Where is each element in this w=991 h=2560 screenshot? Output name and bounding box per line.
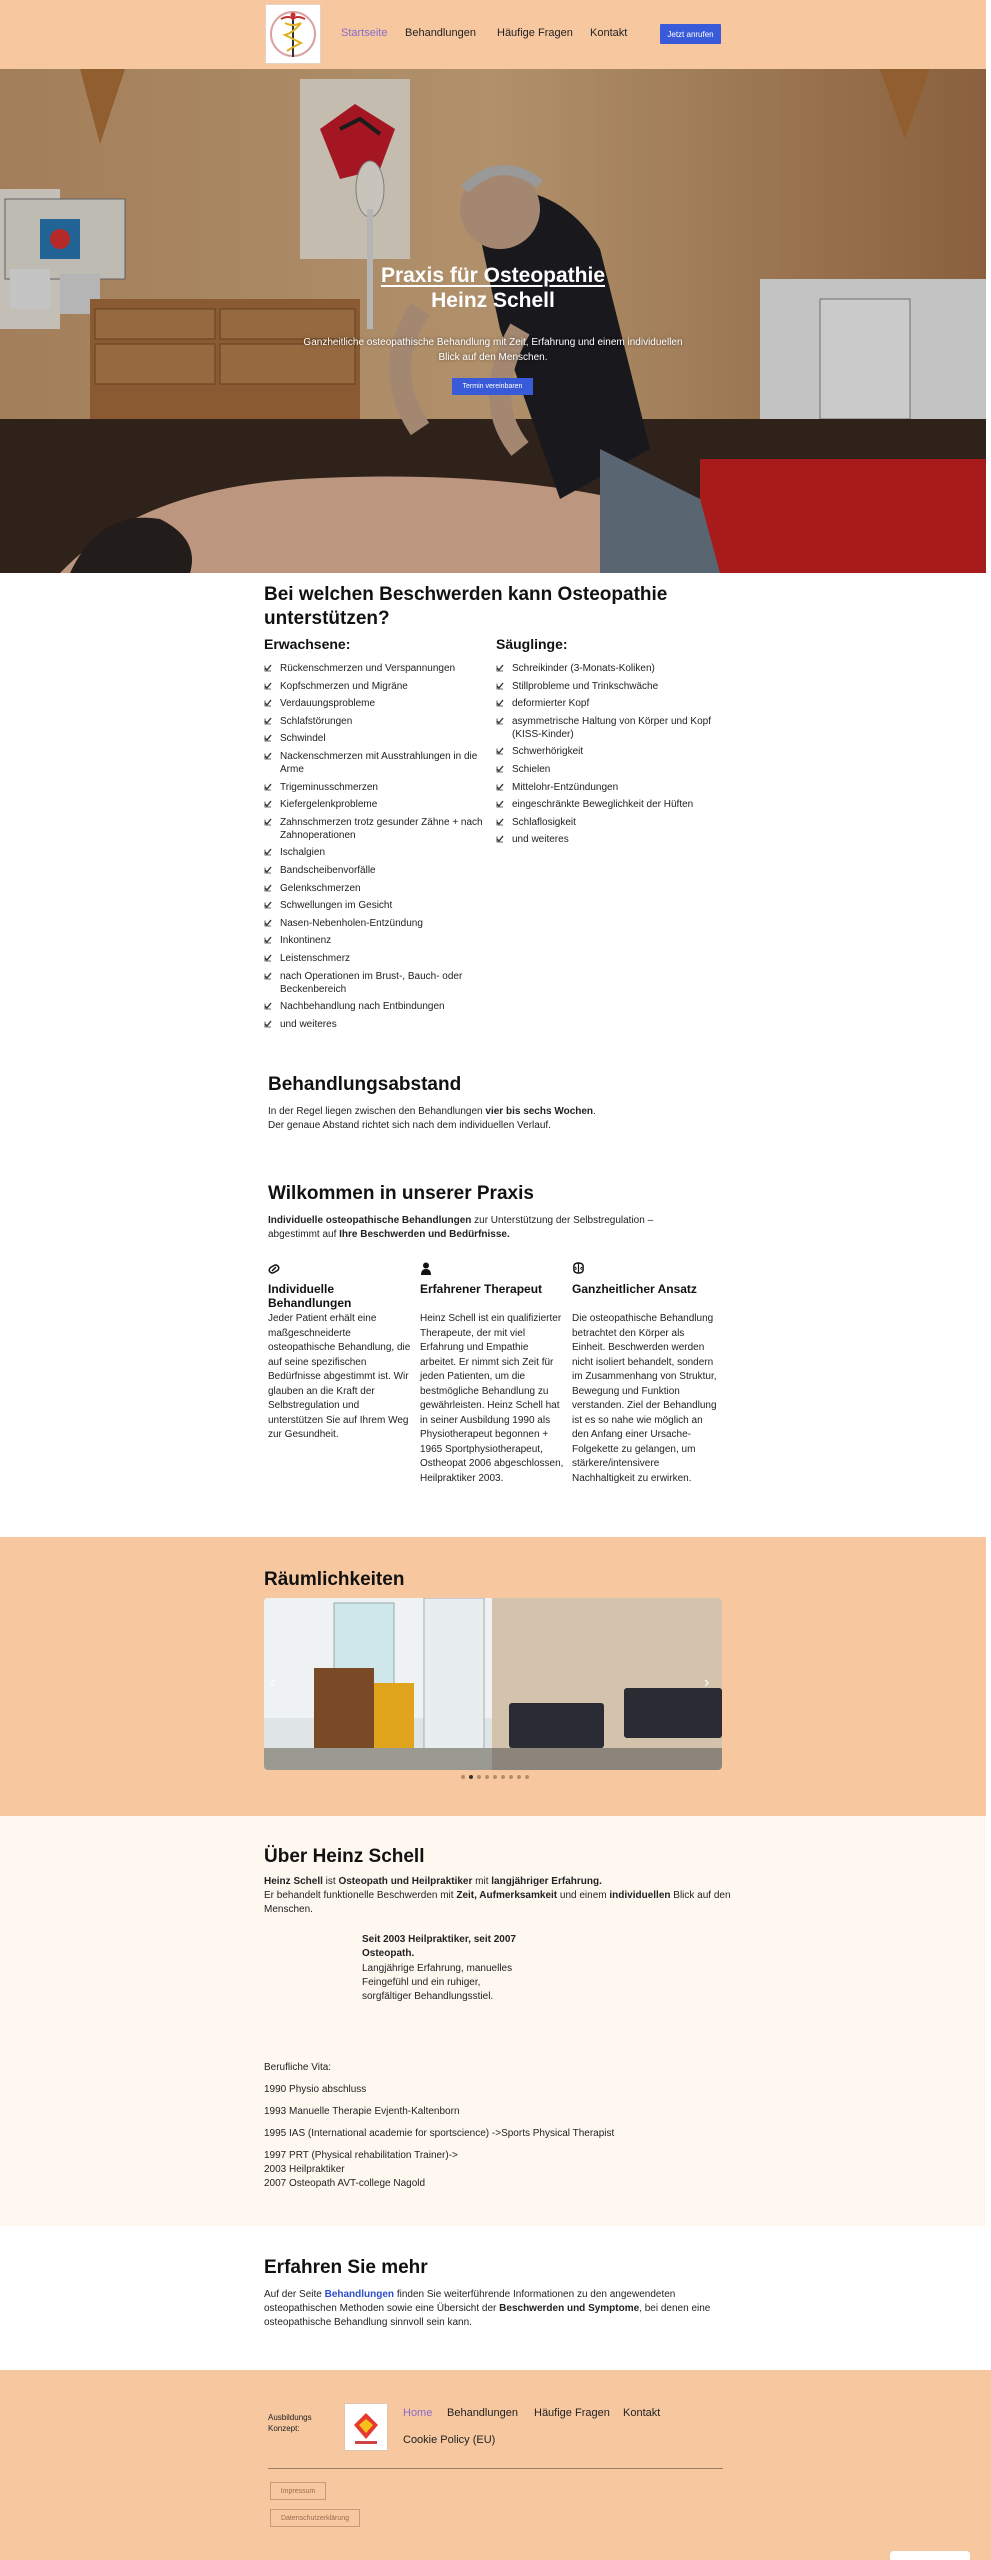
- list-item-text: und weiteres: [512, 834, 569, 846]
- site-footer: [0, 2370, 991, 2560]
- list-item: [280, 750, 485, 776]
- check-icon: [264, 1020, 272, 1028]
- about-text-3: Er behandelt funktionelle Beschwerden mit: [264, 1890, 457, 1901]
- hero-title-line2: Heinz Schell: [431, 289, 555, 312]
- check-icon: [264, 848, 272, 856]
- about-text-2: mit: [472, 1876, 492, 1887]
- site-header: [0, 0, 986, 69]
- check-icon: [264, 919, 272, 927]
- interval-heading: Behandlungsabstand: [268, 1074, 462, 1095]
- list-item: [280, 934, 485, 947]
- vita-last: [264, 2149, 724, 2191]
- list-item: [280, 680, 485, 693]
- list-item-text: Kopfschmerzen und Migräne: [280, 680, 408, 692]
- list-item-text: Kiefergelenkprobleme: [280, 799, 378, 811]
- footer-concept-logo[interactable]: [344, 2403, 388, 2451]
- complaints-heading: Bei welchen Beschwerden kann Osteopathie unterstützen?: [264, 584, 668, 629]
- check-icon: [264, 818, 272, 826]
- nav-kontakt[interactable]: Kontakt: [590, 27, 628, 39]
- list-item-text: Bandscheibenvorfälle: [280, 864, 376, 876]
- treatment-room-photo: [0, 69, 986, 573]
- check-icon: [264, 717, 272, 725]
- list-item: [280, 899, 485, 912]
- list-item-text: deformierter Kopf: [512, 698, 590, 710]
- interval-weeks: vier bis sechs Wochen: [485, 1106, 594, 1117]
- user-icon: [420, 1262, 432, 1275]
- caduceus-logo-icon: [269, 7, 317, 61]
- more-symptoms: Beschwerden und Symptome: [499, 2303, 640, 2314]
- feature-title-holistic: Ganzheitlicher Ansatz: [572, 1282, 697, 1296]
- list-item: [280, 864, 485, 877]
- list-item: [280, 662, 485, 675]
- vita-heilpraktiker: 2003 Heilpraktiker: [264, 2164, 345, 2175]
- list-item: [512, 697, 717, 710]
- vita-item: 1993 Manuelle Therapie Evjenth-Kaltenborn: [264, 2106, 460, 2117]
- carousel-dot[interactable]: [525, 1775, 529, 1779]
- about-text-4: und einem: [557, 1890, 610, 1901]
- check-icon: [496, 835, 504, 843]
- footer-cookie-policy[interactable]: Cookie Policy (EU): [403, 2434, 496, 2446]
- about-experience: langjähriger Erfahrung.: [491, 1876, 602, 1887]
- interval-text: [268, 1105, 728, 1133]
- list-item-text: Schwerhörigkeit: [512, 746, 584, 758]
- about-since-text: Langjährige Erfahrung, manuelles Feingefühl und ein ruhiger, sorgfältiger Behandlungsstiel.: [362, 1963, 513, 2002]
- check-icon: [264, 866, 272, 874]
- about-heading: Über Heinz Schell: [264, 1846, 425, 1867]
- carousel-dot[interactable]: [469, 1775, 473, 1779]
- feature-text-individual: Jeder Patient erhält eine maßgeschneiderte osteopathische Behandlung, die auf seine spezifischen Bedürfnisse abgestimmt ist. Wir glauben an die Kraft der Selbstregulation und unterstützen Sie auf Ihrem Weg zur Gesundheit.: [268, 1313, 411, 1440]
- list-item-text: Schlafstörungen: [280, 715, 353, 727]
- nav-behandlungen[interactable]: Behandlungen: [405, 27, 476, 39]
- about-time-attention: Zeit, Aufmerksamkeit: [456, 1890, 558, 1901]
- list-item-text: Gelenkschmerzen: [280, 882, 361, 894]
- list-item-text: eingeschränkte Beweglichkeit der Hüften: [512, 799, 694, 811]
- interval-text-line2: Der genaue Abstand richtet sich nach dem individuellen Verlauf.: [268, 1120, 551, 1131]
- interval-text-pre: In der Regel liegen zwischen den Behandlungen: [268, 1106, 486, 1117]
- list-item-text: Zahnschmerzen trotz gesunder Zähne + nach Zahnoperationen: [280, 816, 483, 841]
- check-icon: [496, 717, 504, 725]
- welcome-intro: [268, 1214, 703, 1242]
- check-icon: [264, 972, 272, 980]
- check-icon: [264, 800, 272, 808]
- hero-title-line1: Praxis für Osteopathie: [380, 264, 606, 287]
- list-item-text: Leistenschmerz: [280, 952, 351, 964]
- welcome-intro-bold1: Individuelle osteopathische Behandlungen: [268, 1215, 472, 1226]
- check-icon: [496, 800, 504, 808]
- list-item: [512, 833, 717, 846]
- check-icon: [264, 783, 272, 791]
- check-icon: [264, 734, 272, 742]
- check-icon: [496, 747, 504, 755]
- list-item: [280, 781, 485, 794]
- list-item: [280, 715, 485, 728]
- impressum-button[interactable]: Impressum: [270, 2482, 326, 2500]
- carousel-dot[interactable]: [509, 1775, 513, 1779]
- book-appointment-button[interactable]: Termin vereinbaren: [452, 378, 533, 395]
- about-paragraph: [264, 1875, 734, 1917]
- privacy-button[interactable]: Datenschutzerklärung: [270, 2509, 360, 2527]
- about-text-1: ist: [322, 1876, 339, 1887]
- hero-photo: [0, 69, 986, 573]
- check-icon: [264, 901, 272, 909]
- list-item-text: Schwindel: [280, 733, 326, 745]
- list-item: [512, 715, 717, 741]
- site-logo[interactable]: [265, 4, 321, 64]
- check-icon: [496, 664, 504, 672]
- list-item: [280, 697, 485, 710]
- cookie-banner-tab[interactable]: [890, 2551, 970, 2560]
- list-item: [280, 917, 485, 930]
- vita-item: 1990 Physio abschluss: [264, 2084, 367, 2095]
- list-item-text: Schlaflosigkeit: [512, 816, 576, 828]
- hero-subtitle: Ganzheitliche osteopathische Behandlung mit Zeit, Erfahrung und einem individuellen Blick auf den Menschen.: [303, 337, 683, 363]
- vita-item: 1995 IAS (International academie for sportscience) ->Sports Physical Therapist: [264, 2128, 615, 2139]
- list-item-text: nach Operationen im Brust-, Bauch- oder Beckenbereich: [280, 970, 463, 995]
- list-item: [280, 798, 485, 811]
- welcome-heading: Wilkommen in unserer Praxis: [268, 1183, 534, 1204]
- footer-nav-haeufige-fragen[interactable]: Häufige Fragen: [534, 2407, 610, 2419]
- list-item-text: Stillprobleme und Trinkschwäche: [512, 680, 659, 692]
- footer-nav-home[interactable]: Home: [403, 2407, 433, 2419]
- carousel-dot[interactable]: [477, 1775, 481, 1779]
- list-item-text: Mittelohr-Entzündungen: [512, 781, 619, 793]
- more-paragraph: [264, 2288, 729, 2330]
- list-item: [512, 763, 717, 776]
- infants-list: [512, 662, 717, 851]
- list-item-text: Nasen-Nebenholen-Entzündung: [280, 917, 423, 929]
- concept-logo-icon: [349, 2407, 383, 2447]
- more-heading: Erfahren Sie mehr: [264, 2257, 428, 2278]
- more-text-1: Auf der Seite: [264, 2289, 325, 2300]
- list-item-text: Trigeminusschmerzen: [280, 781, 378, 793]
- carousel-dot[interactable]: [501, 1775, 505, 1779]
- list-item-text: Nachbehandlung nach Entbindungen: [280, 1001, 445, 1013]
- feature-title-individual: Individuelle Behandlungen: [268, 1282, 352, 1310]
- pill-icon: [268, 1263, 280, 1275]
- list-item: [280, 970, 485, 996]
- feature-text-holistic: Die osteopathische Behandlung betrachtet den Körper als Einheit. Beschwerden werden nicht isoliert behandelt, sondern im Zusammenhang von Struktur, Bewegung und Funktion verstanden. Ziel der Behandlung ist es so nahe wie möglich an den Anfang einer Ursache-Folgekette zu gelangen, um stärkere/intensivere Nachhaltigkeit zu erwirken.: [572, 1313, 717, 1484]
- vita-osteopath: 2007 Osteopath AVT-college Nagold: [264, 2178, 426, 2189]
- more-text-3: , bei denen eine osteopathische Behandlung sinnvoll sein kann.: [264, 2303, 711, 2328]
- check-icon: [264, 664, 272, 672]
- list-item: [280, 816, 485, 842]
- check-icon: [496, 682, 504, 690]
- list-item: [512, 745, 717, 758]
- list-item: [512, 680, 717, 693]
- adults-list: [280, 662, 485, 1035]
- infants-title: Säuglinge:: [496, 636, 568, 652]
- vita-title: Berufliche Vita:: [264, 2062, 332, 2073]
- interval-text-post: .: [593, 1106, 596, 1117]
- list-item: [280, 882, 485, 895]
- footer-concept-label: Ausbildungs Konzept:: [268, 2413, 312, 2433]
- list-item: [280, 952, 485, 965]
- about-name: Heinz Schell: [264, 1876, 323, 1887]
- about-individual: individuellen: [609, 1890, 671, 1901]
- list-item-text: Inkontinenz: [280, 935, 332, 947]
- carousel-dot[interactable]: [461, 1775, 465, 1779]
- hero-title: [0, 263, 986, 313]
- list-item-text: und weiteres: [280, 1018, 337, 1030]
- footer-divider: [268, 2468, 723, 2469]
- list-item-text: Schreikinder (3-Monats-Koliken): [512, 663, 655, 674]
- list-item: [280, 732, 485, 745]
- check-icon: [496, 818, 504, 826]
- list-item-text: Nackenschmerzen mit Ausstrahlungen in die Arme: [280, 750, 478, 775]
- welcome-intro-mid: zur Unterstützung der Selbstregulation – abgestimmt auf: [268, 1215, 654, 1240]
- check-icon: [264, 682, 272, 690]
- rooms-heading: Räumlichkeiten: [264, 1569, 405, 1590]
- carousel-dot[interactable]: [485, 1775, 489, 1779]
- nav-haeufige-fragen[interactable]: Häufige Fragen: [497, 27, 573, 39]
- list-item: [280, 846, 485, 859]
- list-item: [512, 662, 717, 675]
- about-role: Osteopath und Heilpraktiker: [338, 1876, 473, 1887]
- list-item-text: Ischalgien: [280, 847, 326, 859]
- check-icon: [496, 783, 504, 791]
- list-item: [512, 798, 717, 811]
- rooms-carousel[interactable]: [264, 1598, 722, 1770]
- call-now-button[interactable]: Jetzt anrufen: [660, 24, 721, 44]
- more-text-2: finden Sie weiterführende Informationen zu den angewendeten osteopathischen Methoden sowie eine Übersicht der: [264, 2289, 676, 2314]
- check-icon: [264, 936, 272, 944]
- carousel-dot[interactable]: [493, 1775, 497, 1779]
- check-icon: [264, 752, 272, 760]
- list-item: [280, 1000, 485, 1013]
- carousel-next-icon[interactable]: ›: [704, 1674, 710, 1691]
- list-item-text: Schielen: [512, 763, 551, 775]
- vita-prt: 1997 PRT (Physical rehabilitation Trainer)->: [264, 2150, 458, 2161]
- list-item-text: Schwellungen im Gesicht: [280, 900, 393, 912]
- check-icon: [496, 699, 504, 707]
- list-item: [280, 1018, 485, 1031]
- check-icon: [264, 954, 272, 962]
- vita-list: [264, 2083, 724, 2149]
- about-since: Seit 2003 Heilpraktiker, seit 2007 Osteopath.: [362, 1934, 516, 1959]
- list-item: [512, 816, 717, 829]
- brain-icon: [572, 1262, 585, 1274]
- feature-text-therapist: Heinz Schell ist ein qualifizierter Therapeute, der mit viel Erfahrung und Empathie arbeitet. Er nimmt sich Zeit für jeden Patienten, um die bestmögliche Behandlung zu gewährleisten. Heinz Schell hat in seiner Ausbildung 1990 als Physiotherapeut begonnen + 1965 Sportphysiotherapeut, Ostheopat 2006 abgeschlossen, Heilpraktiker 2003.: [420, 1313, 564, 1484]
- list-item-text: asymmetrische Haltung von Körper und Kopf (KISS-Kinder): [512, 715, 711, 740]
- footer-nav-kontakt[interactable]: Kontakt: [623, 2407, 661, 2419]
- treatments-link[interactable]: Behandlungen: [324, 2289, 395, 2300]
- check-icon: [496, 765, 504, 773]
- footer-nav-behandlungen[interactable]: Behandlungen: [447, 2407, 518, 2419]
- rooms-carousel-images: [264, 1598, 722, 1770]
- carousel-dot[interactable]: [517, 1775, 521, 1779]
- about-text-5: Blick auf den Menschen.: [264, 1890, 731, 1915]
- nav-startseite[interactable]: Startseite: [341, 27, 388, 39]
- check-icon: [264, 884, 272, 892]
- carousel-prev-icon[interactable]: ‹: [270, 1674, 276, 1691]
- welcome-intro-bold2: Ihre Beschwerden und Bedürfnisse.: [339, 1229, 510, 1240]
- feature-title-therapist: Erfahrener Therapeut: [420, 1282, 543, 1296]
- check-icon: [264, 1002, 272, 1010]
- list-item-text: Rückenschmerzen und Verspannungen: [280, 663, 456, 674]
- adults-title: Erwachsene:: [264, 636, 351, 652]
- list-item: [512, 781, 717, 794]
- list-item-text: Verdauungsprobleme: [280, 698, 376, 710]
- check-icon: [264, 699, 272, 707]
